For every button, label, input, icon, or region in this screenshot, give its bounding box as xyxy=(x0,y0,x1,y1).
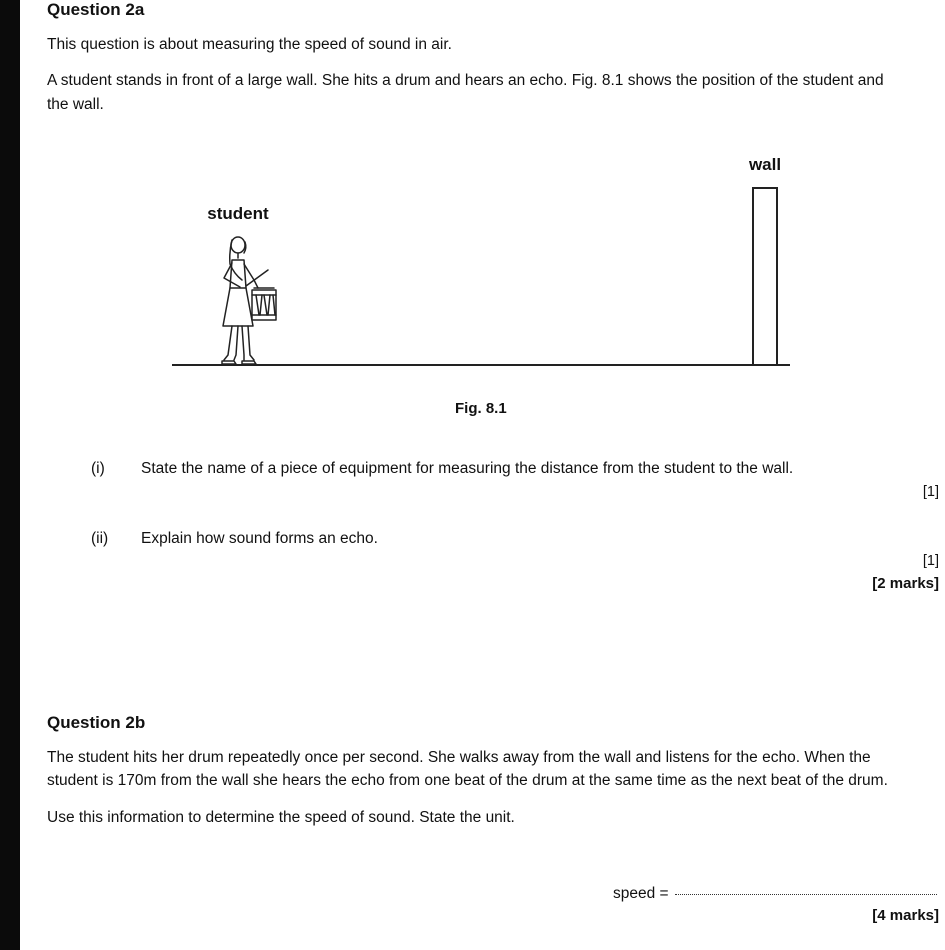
question-2b-total-marks: [4 marks] xyxy=(872,907,939,924)
figure-8-1 xyxy=(150,140,830,400)
speed-answer-blank[interactable] xyxy=(675,894,937,895)
question-2a-intro: This question is about measuring the speed of sound in air. xyxy=(47,36,452,53)
question-2b-text-line-2: student is 170m from the wall she hears the echo from one beat of the drum at the same time as the next beat of the drum. xyxy=(47,772,888,789)
left-dark-border xyxy=(0,0,20,950)
part-i-marks: [1] xyxy=(922,484,939,500)
part-ii-number: (ii) xyxy=(91,530,109,547)
figure-caption: Fig. 8.1 xyxy=(455,400,507,417)
wall-label: wall xyxy=(748,155,782,174)
part-i-number: (i) xyxy=(91,460,105,477)
part-ii-marks: [1] xyxy=(922,553,939,569)
student-with-drum-drawing xyxy=(222,237,276,364)
question-2a-total-marks: [2 marks] xyxy=(872,575,939,592)
speed-label: speed = xyxy=(613,885,669,902)
question-2a-heading: Question 2a xyxy=(47,0,145,19)
part-ii-text: Explain how sound forms an echo. xyxy=(141,530,378,547)
speed-answer-line xyxy=(613,885,937,903)
part-i-text: State the name of a piece of equipment for measuring the distance from the student to the wall. xyxy=(141,460,794,477)
question-2b-instruction: Use this information to determine the speed of sound. State the unit. xyxy=(47,809,515,826)
wall-drawing xyxy=(753,188,777,365)
student-label: student xyxy=(207,204,269,223)
question-2b-text-line-1: The student hits her drum repeatedly once per second. She walks away from the wall and listens for the echo. When the xyxy=(47,749,871,766)
question-2a-text-line-1: A student stands in front of a large wall. She hits a drum and hears an echo. Fig. 8.1 shows the position of the student and xyxy=(47,72,884,89)
question-2a-text-line-2: the wall. xyxy=(47,96,104,113)
question-2b-heading: Question 2b xyxy=(47,713,146,732)
